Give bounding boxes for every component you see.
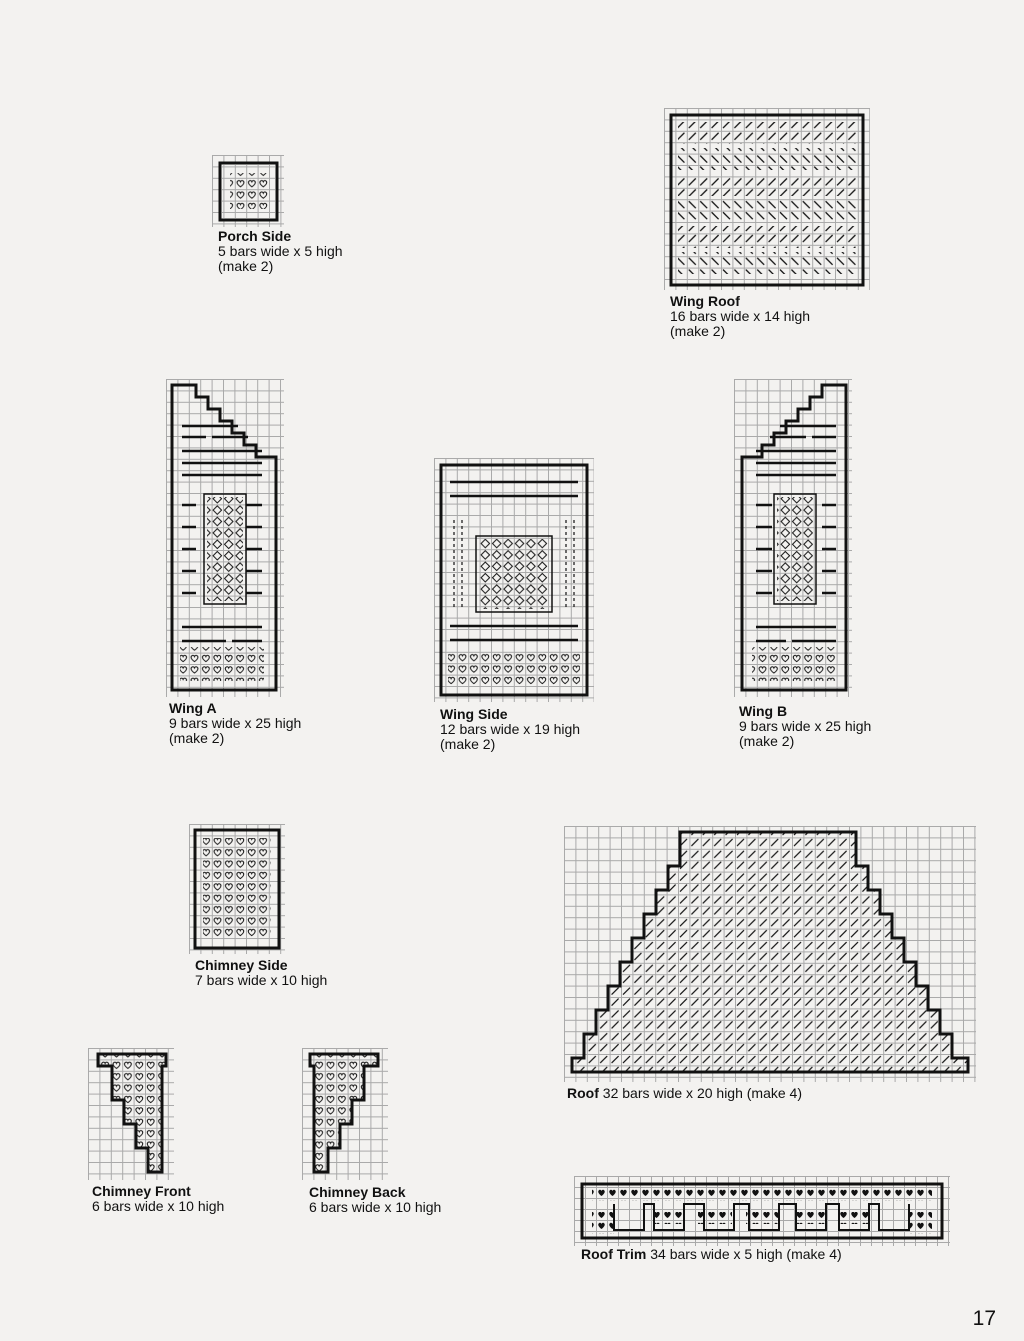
caption-wing-side bbox=[440, 707, 580, 752]
piece-size: 6 bars wide x 10 high bbox=[309, 1199, 442, 1215]
piece-name: Wing B bbox=[739, 703, 788, 719]
piece-name: Chimney Side bbox=[195, 957, 288, 973]
piece-size: 5 bars wide x 5 high bbox=[218, 243, 343, 259]
piece-size: 9 bars wide x 25 high bbox=[169, 715, 302, 731]
caption-chimney-front bbox=[92, 1184, 224, 1214]
piece-size: 12 bars wide x 19 high bbox=[440, 721, 581, 737]
chart-wing-roof bbox=[664, 108, 870, 290]
chart-roof bbox=[564, 826, 976, 1082]
chart-wing-b bbox=[734, 379, 852, 697]
piece-name: Wing Side bbox=[440, 706, 508, 722]
caption-roof-trim bbox=[581, 1247, 842, 1262]
piece-size: 16 bars wide x 14 high bbox=[670, 308, 811, 324]
caption-wing-b bbox=[739, 704, 871, 749]
caption-wing-roof bbox=[670, 294, 810, 339]
piece-note: (make 2) bbox=[169, 730, 225, 746]
chart-chimney-back bbox=[302, 1048, 388, 1180]
piece-name: Roof bbox=[567, 1085, 599, 1101]
chart-chimney-side bbox=[189, 824, 285, 954]
chart-porch-side bbox=[212, 155, 284, 227]
piece-name: Wing A bbox=[169, 700, 217, 716]
piece-note: (make 2) bbox=[670, 323, 726, 339]
piece-note: (make 2) bbox=[440, 736, 496, 752]
piece-size: 34 bars wide x 5 high (make 4) bbox=[650, 1246, 842, 1262]
chart-wing-side bbox=[434, 458, 594, 702]
chart-roof-trim bbox=[574, 1176, 950, 1246]
caption-roof bbox=[567, 1086, 802, 1101]
piece-name: Porch Side bbox=[218, 228, 292, 244]
piece-size: 6 bars wide x 10 high bbox=[92, 1198, 225, 1214]
caption-wing-a bbox=[169, 701, 301, 746]
caption-porch-side bbox=[218, 229, 343, 274]
chart-wing-a bbox=[166, 379, 284, 697]
piece-name: Chimney Front bbox=[92, 1183, 191, 1199]
chart-chimney-front bbox=[88, 1048, 174, 1180]
caption-chimney-back bbox=[309, 1185, 441, 1215]
piece-note: (make 2) bbox=[218, 258, 274, 274]
piece-size: 7 bars wide x 10 high bbox=[195, 972, 328, 988]
piece-name: Chimney Back bbox=[309, 1184, 406, 1200]
piece-size: 9 bars wide x 25 high bbox=[739, 718, 872, 734]
piece-note: (make 2) bbox=[739, 733, 795, 749]
piece-size: 32 bars wide x 20 high (make 4) bbox=[602, 1085, 802, 1101]
page-number: 17 bbox=[972, 1307, 996, 1330]
caption-chimney-side bbox=[195, 958, 327, 988]
piece-name: Roof Trim bbox=[581, 1246, 647, 1262]
piece-name: Wing Roof bbox=[670, 293, 740, 309]
